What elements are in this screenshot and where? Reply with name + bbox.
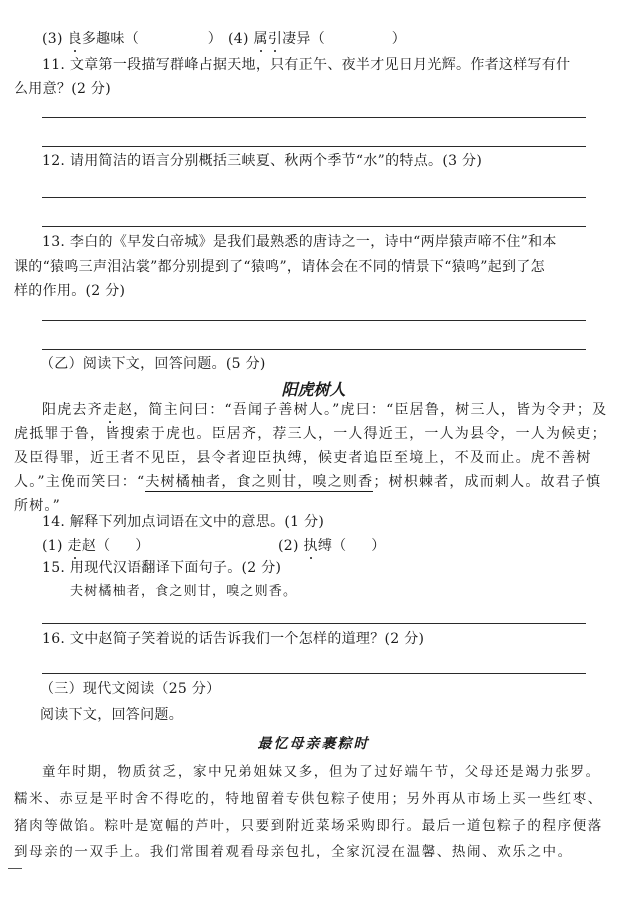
q16-text: 16. 文中赵简子笑着说的话告诉我们一个怎样的道理？(2 分) <box>42 631 425 647</box>
emphasis-char: 走 <box>67 538 82 554</box>
item-number: (2) <box>278 538 299 554</box>
passage-line-4 <box>14 473 601 491</box>
passage-line-2: 虎抵罪于鲁，皆搜索于虎也。臣居齐，荐三人，一人得近王，一人为县令，一人为候吏； <box>14 426 607 442</box>
emphasis-char: 良 <box>67 31 82 47</box>
passage-title: 阳虎树人 <box>281 380 346 399</box>
item-number: (4) <box>228 31 249 47</box>
passage-text: 阳虎去齐 <box>42 402 103 418</box>
passage-title: 最忆母亲裹粽时 <box>257 736 370 752</box>
q15-text: 15. 用现代汉语翻译下面句子。(2 分) <box>42 560 282 576</box>
q11-line-2: 么用意？(2 分) <box>14 81 111 97</box>
item-text: 多趣味（ <box>81 31 140 47</box>
item-close: ） <box>391 31 407 47</box>
q13-line-1: 13. 李白的《早发白帝城》是我们最熟悉的唐诗之一，诗中“两岸猿声啼不住”和本 <box>42 234 557 250</box>
answer-line[interactable] <box>42 320 586 321</box>
emphasis-char: 属 <box>253 31 268 47</box>
answer-line[interactable] <box>42 349 586 350</box>
passage-line-1 <box>42 401 607 419</box>
q12-text: 12. 请用简洁的语言分别概括三峡夏、秋两个季节“水”的特点。(3 分) <box>42 153 483 169</box>
q14-text: 14. 解释下列加点词语在文中的意思。(1 分) <box>42 514 325 530</box>
section-san-instruction: 阅读下文，回答问题。 <box>40 707 183 723</box>
item-number: (3) <box>42 31 63 47</box>
answer-line[interactable] <box>42 146 586 147</box>
passage-text: ；树枳棘者，成而刺人。故君子慎 <box>373 474 602 490</box>
q15-sentence: 夫树橘柚者，食之则甘，嗅之则香。 <box>70 584 298 599</box>
item-text: 缚（ <box>317 538 347 554</box>
passage-line-5: 所树。” <box>14 498 61 514</box>
q13-line-3: 样的作用。(2 分) <box>14 283 126 299</box>
item-close: ） <box>371 538 386 554</box>
item-close: ） <box>135 538 150 554</box>
passage-text: 人。”主俛而笑曰：“ <box>14 474 146 490</box>
answer-line[interactable] <box>42 673 586 674</box>
q13-line-2: 课的“猿鸣三声泪沾裳”都分别提到了“猿鸣”，请体会在不同的情景下“猿鸣”起到了怎 <box>14 259 545 275</box>
passage-line-3: 猪肉等做馅。粽叶是宽幅的芦叶，只要到附近菜场采购即行。最后一道包粽子的程序便落 <box>14 818 603 834</box>
answer-line[interactable] <box>42 117 586 118</box>
emphasis-char: 执 <box>272 450 288 466</box>
item-text: 凄异（ <box>282 31 326 47</box>
passage-line-4: 到母亲的一双手上。我们常围着观看母亲包扎，全家沉浸在温馨、热闹、欢乐之中。 <box>14 844 573 860</box>
emphasis-char: 引 <box>267 31 283 47</box>
q14-item-2 <box>278 537 386 555</box>
section-san-heading: （三）现代文阅读（25 分） <box>40 681 221 697</box>
passage-line-2: 糯米、赤豆是平时舍不得吃的，特地留着专供包粽子使用；另外再从市场上买一些红枣、 <box>14 791 603 807</box>
answer-line[interactable] <box>42 197 586 198</box>
emphasis-char: 执 <box>303 538 318 554</box>
underlined-sentence: 夫树橘柚者，食之则甘，嗅之则香 <box>145 474 374 490</box>
emphasis-char: 走 <box>102 402 119 418</box>
passage-text: 缚，候吏者追臣至境上，不及而止。虎不善树 <box>287 450 592 466</box>
q11-line-1: 11. 文章第一段描写群峰占据天地，只有正午、夜半才见日月光辉。作者这样写有什 <box>42 57 571 73</box>
item-text: 赵（ <box>81 538 111 554</box>
q14-item-1 <box>42 537 150 555</box>
answer-line[interactable] <box>42 623 586 624</box>
item-close: ） <box>207 31 223 47</box>
passage-line-1: 童年时期，物质贫乏，家中兄弟姐妹又多，但为了过好端午节，父母还是竭力张罗。 <box>42 764 601 780</box>
item-number: (1) <box>42 538 63 554</box>
answer-line[interactable] <box>42 226 586 227</box>
q10-item-4 <box>228 30 406 48</box>
page-mark <box>8 868 22 869</box>
passage-text: 赵，简主问曰：“吾闻子善树人。”虎曰：“臣居鲁，树三人，皆为令尹；及 <box>118 402 608 418</box>
section-yi-heading: （乙）阅读下文，回答问题。(5 分) <box>40 356 266 372</box>
q10-item-3 <box>42 30 222 48</box>
passage-text: 及臣得罪，近王者不见臣，县令者迎臣 <box>14 450 273 466</box>
passage-line-3 <box>14 449 592 467</box>
